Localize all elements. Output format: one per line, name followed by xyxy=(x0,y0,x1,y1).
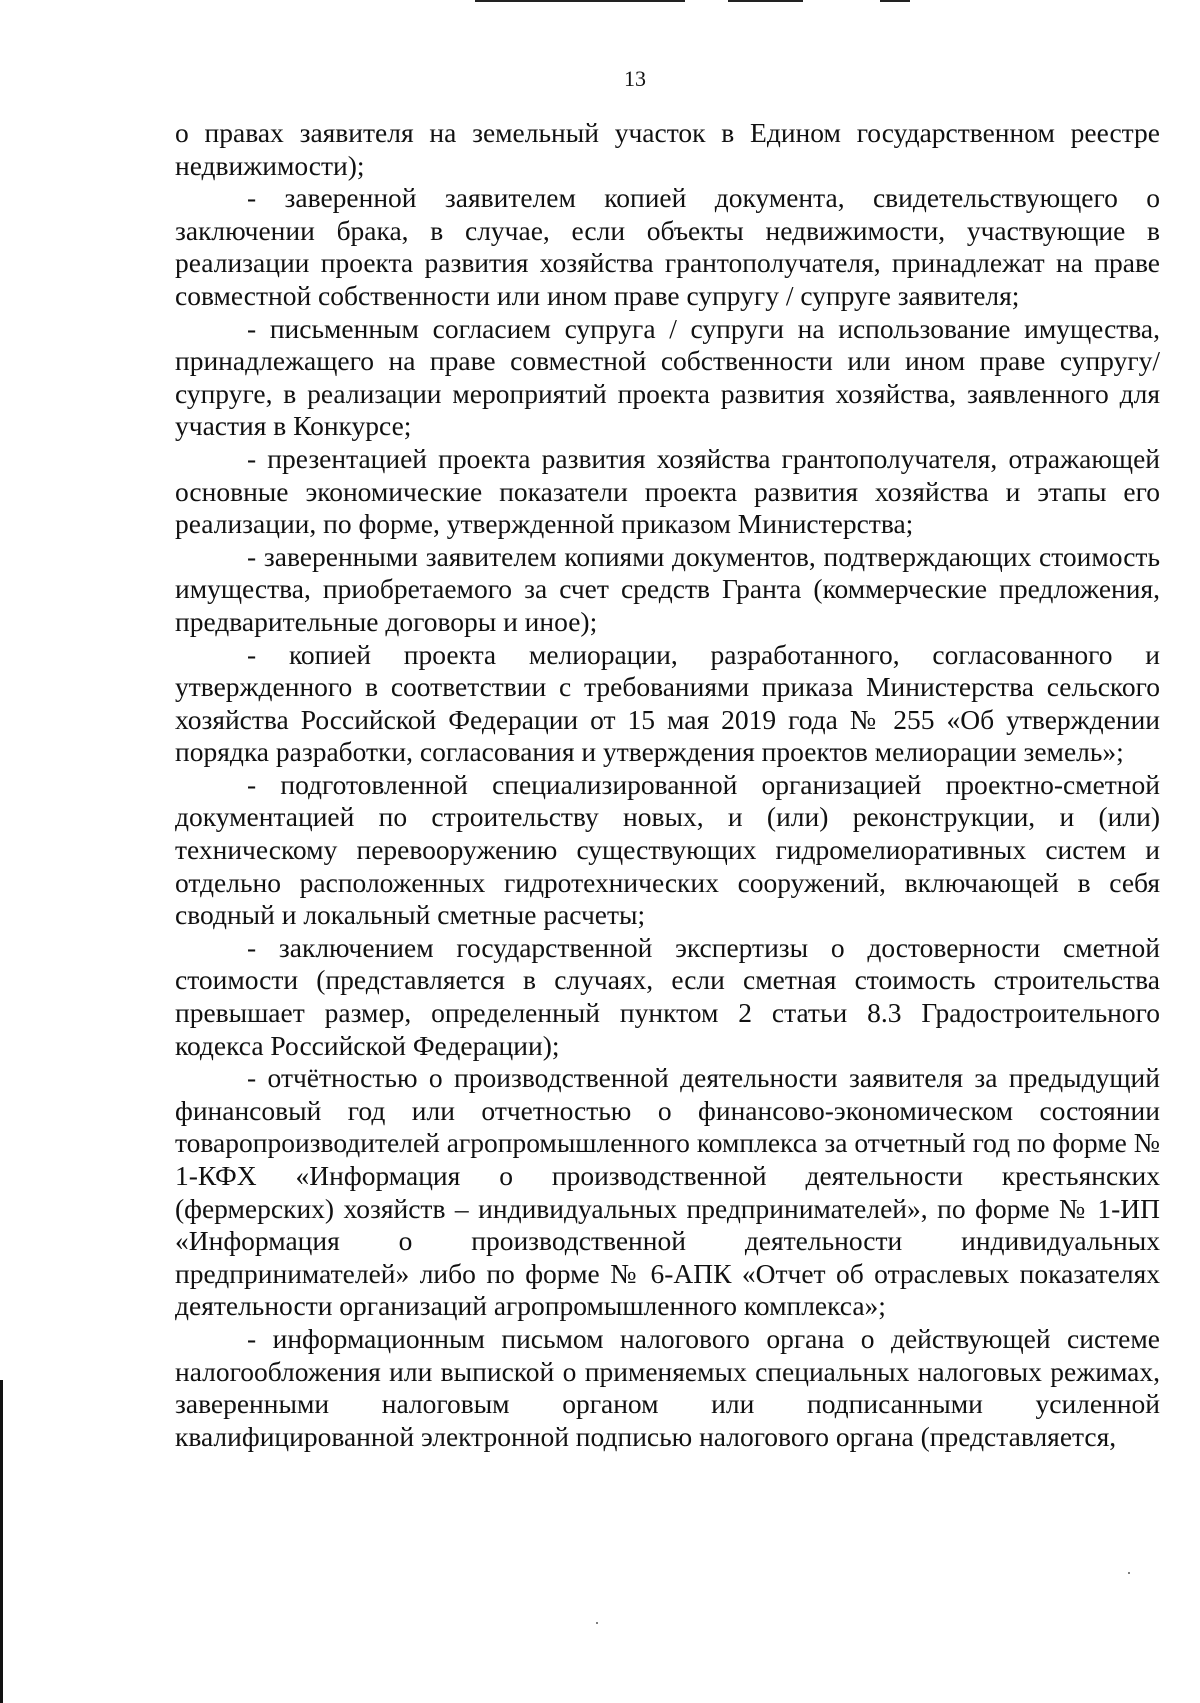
paragraph: - подготовленной специализированной организацией проектно-сметной документацией по строительству новых, и (или) реконструкции, и (или) техническому перевооружению существующих гидромелиоративных систем и отдельно расположенных гидротехнических сооружений, включающей в себя сводный и локальный сметные расчеты; xyxy=(175,768,1160,931)
paragraph: - письменным согласием супруга / супруги на использование имущества, принадлежащего на праве совместной собственности или ином праве супругу/супруге, в реализации мероприятий проекта развития хозяйства, заявленного для участия в Конкурсе; xyxy=(175,312,1160,442)
document-body xyxy=(175,117,1160,1453)
scan-edge-line xyxy=(475,0,685,2)
scan-edge-line xyxy=(728,0,803,2)
paragraph: - заключением государственной экспертизы о достоверности сметной стоимости (представляется в случаях, если сметная стоимость строительства превышает размер, определенный пунктом 2 статьи 8.3 Градостроительного кодекса Российской Федерации); xyxy=(175,931,1160,1061)
paragraph: - презентацией проекта развития хозяйства грантополучателя, отражающей основные экономические показатели проекта развития хозяйства и этапы его реализации, по форме, утвержденной приказом Министерства; xyxy=(175,442,1160,540)
page-number: 13 xyxy=(624,66,646,91)
scan-left-edge xyxy=(0,1380,3,1703)
paragraph: - копией проекта мелиорации, разработанного, согласованного и утвержденного в соответствии с требованиями приказа Министерства сельского хозяйства Российской Федерации от 15 мая 2019 года № 255 «Об утверждении порядка разработки, согласования и утверждения проектов мелиорации земель»; xyxy=(175,638,1160,768)
paragraph: о правах заявителя на земельный участок в Едином государственном реестре недвижимости); xyxy=(175,117,1160,181)
paragraph: - заверенными заявителем копиями документов, подтверждающих стоимость имущества, приобретаемого за счет средств Гранта (коммерческие предложения, предварительные договоры и иное); xyxy=(175,540,1160,637)
scan-edge-line xyxy=(880,0,910,2)
scan-speck xyxy=(1128,1572,1130,1574)
paragraph: - информационным письмом налогового органа о действующей системе налогообложения или выпиской о применяемых специальных налоговых режимах, заверенными налоговым органом или подписанными усиленной квалифицированной электронной подписью налогового органа (представляется, xyxy=(175,1322,1160,1452)
paragraph: - заверенной заявителем копией документа, свидетельствующего о заключении брака, в случае, если объекты недвижимости, участвующие в реализации проекта развития хозяйства грантополучателя, принадлежат на праве совместной собственности или ином праве супругу / супруге заявителя; xyxy=(175,182,1160,311)
scan-speck xyxy=(596,1622,598,1624)
paragraph: - отчётностью о производственной деятельности заявителя за предыдущий финансовый год или отчетностью о финансово-экономическом состоянии товаропроизводителей агропромышленного комплекса за отчетный год по форме № 1-КФХ «Информация о производственной деятельности крестьянских (фермерских) хозяйств – индивидуальных предпринимателей», по форме № 1-ИП «Информация о производственной деятельности индивидуальных предпринимателей» либо по форме № 6-АПК «Отчет об отраслевых показателях деятельности организаций агропромышленного комплекса»; xyxy=(175,1062,1160,1322)
